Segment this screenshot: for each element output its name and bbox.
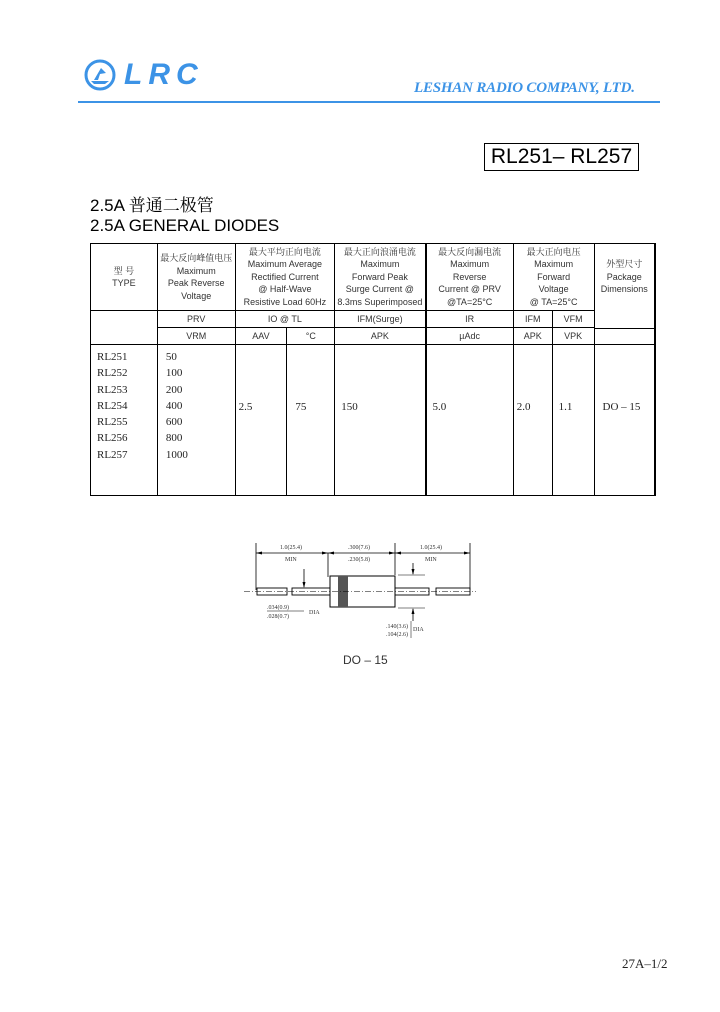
type-item: RL252	[97, 367, 128, 380]
logo-text: LRC	[124, 58, 204, 91]
type-item: RL255	[97, 416, 128, 429]
ir-value-cell	[426, 345, 514, 496]
unit-tl: °C	[287, 328, 335, 345]
type-item: RL254	[97, 399, 128, 412]
unit-vfm: VPK	[552, 328, 594, 345]
type-list	[91, 345, 158, 496]
symbol-type-blank	[91, 311, 158, 345]
prv-value: 400	[165, 399, 183, 412]
prv-value: 200	[165, 383, 183, 396]
package-value: DO – 15	[602, 401, 641, 413]
tl-value: 75	[295, 401, 307, 413]
prv-value: 600	[165, 416, 183, 429]
svg-text:.034(0.9): .034(0.9)	[267, 605, 289, 611]
ir-value: 5.0	[432, 401, 447, 413]
do15-package-drawing	[240, 535, 480, 645]
symbol-ir: IR	[426, 311, 514, 328]
lrc-logo-icon	[84, 59, 116, 91]
symbol-prv: PRV	[157, 311, 235, 328]
svg-text:MIN: MIN	[425, 557, 437, 563]
svg-text:1.0(25.4): 1.0(25.4)	[280, 545, 302, 551]
svg-text:.300(7.6): .300(7.6)	[348, 545, 370, 551]
symbol-io: IO @ TL	[235, 311, 335, 328]
svg-text:.230(5.8): .230(5.8)	[348, 557, 370, 563]
company-logo	[84, 57, 204, 93]
unit-ir: µAdc	[426, 328, 514, 345]
header-io: 最大平均正向电流 Maximum Average Rectified Current @ Half-Wave Resistive Load 60Hz	[235, 244, 335, 311]
prv-value: 1000	[165, 448, 188, 461]
type-item: RL257	[97, 448, 128, 461]
symbol-vfm: VFM	[552, 311, 594, 328]
svg-text:1.0(25.4): 1.0(25.4)	[420, 545, 442, 551]
prv-value: 800	[165, 432, 183, 445]
header-ifsm: 最大正向浪涌电流 Maximum Forward Peak Surge Current @ 8.3ms Superimposed	[335, 244, 426, 311]
vfm-value: 1.1	[558, 401, 573, 413]
ifsm-value: 150	[341, 401, 358, 413]
ifm-value: 2.0	[516, 401, 531, 413]
svg-text:MIN: MIN	[285, 557, 297, 563]
type-item: RL256	[97, 432, 128, 445]
type-item: RL253	[97, 383, 128, 396]
unit-ifsm: APK	[335, 328, 426, 345]
header-divider	[78, 101, 660, 103]
unit-row	[91, 328, 656, 345]
prv-value: 50	[165, 351, 177, 363]
svg-text:.140(3.6): .140(3.6)	[386, 624, 408, 630]
symbol-row	[91, 311, 656, 328]
header-package: 外型尺寸 Package Dimensions	[594, 244, 655, 345]
ifm-value-cell	[513, 345, 552, 496]
title-chinese: 2.5A 普通二极管	[90, 196, 214, 215]
package-value-cell	[594, 345, 655, 496]
company-name: LESHAN RADIO COMPANY, LTD.	[414, 80, 635, 96]
part-range-box: RL251– RL257	[484, 143, 639, 171]
io-value-cell	[235, 345, 287, 496]
header-ir: 最大反向漏电流 Maximum Reverse Current @ PRV @TA=25°C	[426, 244, 514, 311]
data-row	[91, 345, 656, 496]
svg-text:DIA: DIA	[309, 610, 320, 616]
unit-ifm: APK	[513, 328, 552, 345]
svg-text:.028(0.7): .028(0.7)	[267, 614, 289, 620]
tl-value-cell	[287, 345, 335, 496]
svg-text:.104(2.6): .104(2.6)	[386, 632, 408, 638]
ifsm-value-cell	[335, 345, 426, 496]
io-value: 2.5	[238, 401, 253, 413]
svg-text:DIA: DIA	[413, 627, 424, 633]
page-number: 27A–1/2	[622, 956, 668, 971]
header-prv: 最大反向峰值电压 Maximum Peak Reverse Voltage	[157, 244, 235, 311]
spec-table	[90, 243, 656, 496]
symbol-ifsm: IFM(Surge)	[335, 311, 426, 328]
unit-io: AAV	[235, 328, 287, 345]
title-english: 2.5A GENERAL DIODES	[90, 216, 280, 235]
header-row	[91, 244, 656, 311]
header-vf: 最大正向电压 Maximum Forward Voltage @ TA=25°C	[513, 244, 594, 311]
type-item: RL251	[97, 351, 128, 363]
prv-value: 100	[165, 367, 183, 380]
header-type: 型 号 TYPE	[91, 244, 158, 311]
unit-prv: VRM	[157, 328, 235, 345]
vfm-value-cell	[552, 345, 594, 496]
symbol-ifm: IFM	[513, 311, 552, 328]
package-label: DO – 15	[343, 653, 388, 667]
prv-list	[157, 345, 235, 496]
